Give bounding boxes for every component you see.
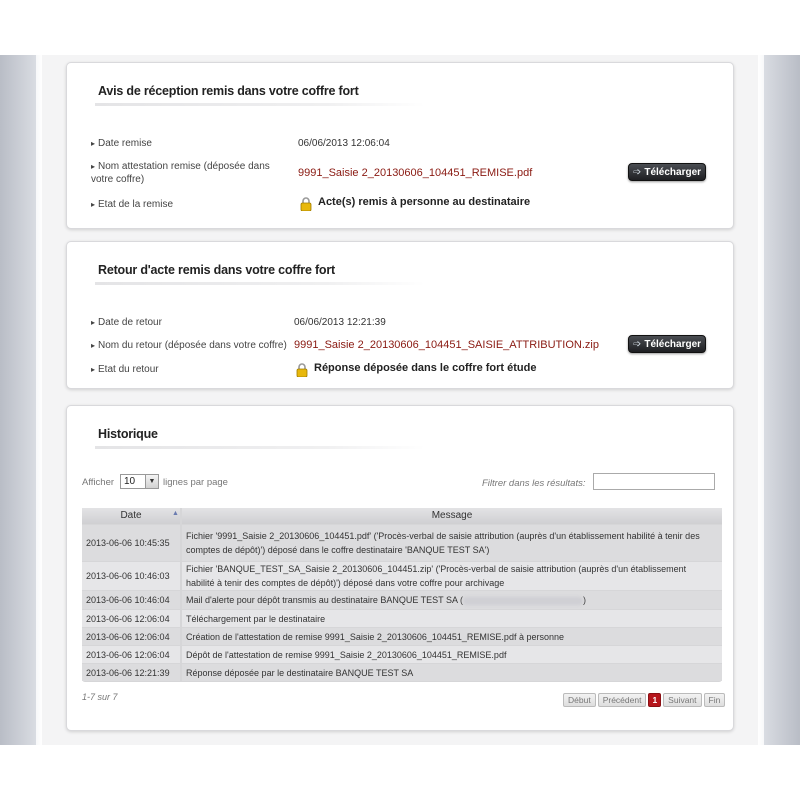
row-date: 2013-06-06 10:45:35 bbox=[82, 525, 180, 561]
retour-status-label: ▸ Etat du retour bbox=[91, 363, 159, 376]
column-header-message[interactable] bbox=[182, 508, 722, 524]
reception-title: Avis de réception remis dans votre coffre fort bbox=[98, 84, 359, 98]
pager-last[interactable]: Fin bbox=[704, 693, 726, 707]
retour-file-link[interactable]: 9991_Saisie 2_20130606_104451_SAISIE_ATTRIBUTION.zip bbox=[294, 339, 599, 351]
page-content bbox=[42, 55, 758, 745]
table-row bbox=[82, 562, 722, 590]
row-message-suffix: ) bbox=[463, 593, 586, 607]
show-label: Afficher bbox=[82, 477, 115, 488]
row-message-text: Fichier '9991_Saisie 2_20130606_104451.pdf' ('Procès-verbal de saisie attribution (auprès d'un établissement habilité à tenir des comptes de dépôt)') déposé dans le coffre destinataire 'BANQUE TEST SA') bbox=[186, 531, 700, 555]
per-page-label: lignes par page bbox=[163, 477, 228, 488]
retour-title: Retour d'acte remis dans votre coffre fort bbox=[98, 263, 335, 277]
sort-asc-icon: ▲ bbox=[172, 510, 179, 517]
redacted-email bbox=[463, 597, 583, 605]
table-row bbox=[82, 610, 722, 627]
row-date: 2013-06-06 12:21:39 bbox=[82, 664, 180, 681]
retour-name-label: ▸ Nom du retour (déposée dans votre coffre) bbox=[91, 339, 287, 352]
table-row bbox=[82, 525, 722, 561]
row-message-text: Réponse déposée par le destinataire BANQUE TEST SA bbox=[186, 667, 414, 678]
row-message bbox=[182, 562, 722, 590]
table-row bbox=[82, 646, 722, 663]
row-date: 2013-06-06 12:06:04 bbox=[82, 646, 180, 663]
download-icon: ➩ bbox=[632, 166, 642, 178]
title-underline bbox=[95, 446, 425, 449]
history-panel bbox=[66, 405, 734, 731]
reception-panel bbox=[66, 62, 734, 229]
row-date: 2013-06-06 12:06:04 bbox=[82, 610, 180, 627]
pager-first[interactable]: Début bbox=[563, 693, 596, 707]
row-message-text: Mail d'alerte pour dépôt transmis au destinataire BANQUE TEST SA ( bbox=[186, 595, 464, 605]
pagination bbox=[563, 693, 725, 707]
title-underline bbox=[95, 103, 425, 106]
column-header-date-label: Date bbox=[120, 510, 142, 521]
lock-icon bbox=[296, 363, 308, 377]
lock-icon bbox=[300, 197, 312, 211]
retour-date-value: 06/06/2013 12:21:39 bbox=[294, 317, 386, 328]
filter-label: Filtrer dans les résultats: bbox=[482, 478, 586, 489]
right-edge-bar bbox=[764, 55, 800, 745]
reception-status-label: ▸ Etat de la remise bbox=[91, 198, 173, 211]
row-date: 2013-06-06 10:46:04 bbox=[82, 591, 180, 609]
download-label: Télécharger bbox=[644, 338, 702, 350]
row-date: 2013-06-06 12:06:04 bbox=[82, 628, 180, 645]
reception-status-value: Acte(s) remis à personne au destinataire bbox=[318, 196, 531, 208]
left-edge-bar bbox=[0, 55, 36, 745]
row-message-text: Dépôt de l'attestation de remise 9991_Saisie 2_20130606_104451_REMISE.pdf bbox=[186, 649, 507, 660]
column-header-message-label: Message bbox=[431, 510, 473, 521]
table-row bbox=[82, 628, 722, 645]
table-row bbox=[82, 591, 722, 609]
row-date: 2013-06-06 10:46:03 bbox=[82, 562, 180, 590]
row-message-text: Fichier 'BANQUE_TEST_SA_Saisie 2_20130606_104451.zip' ('Procès-verbal de saisie attribution (auprès d'un établissement habilité à tenir des comptes de dépôt)') déposé dans votre coffre pour archivage bbox=[186, 564, 687, 588]
reception-name-label: ▸ Nom attestation remise (déposée dans votre coffre) bbox=[91, 160, 291, 186]
chevron-down-icon: ▼ bbox=[145, 475, 158, 488]
pager-next[interactable]: Suivant bbox=[663, 693, 701, 707]
page-size-select[interactable] bbox=[120, 474, 159, 489]
result-count: 1-7 sur 7 bbox=[82, 692, 118, 702]
title-underline bbox=[95, 282, 425, 285]
table-row bbox=[82, 664, 722, 681]
retour-status-value: Réponse déposée dans le coffre fort étude bbox=[314, 362, 537, 374]
pager-current[interactable]: 1 bbox=[648, 693, 661, 707]
retour-download-button[interactable] bbox=[628, 335, 706, 353]
history-table bbox=[82, 508, 722, 682]
row-message bbox=[182, 525, 722, 561]
pager-prev[interactable]: Précédent bbox=[598, 693, 647, 707]
page-size-value: 10 bbox=[124, 476, 136, 487]
row-message bbox=[182, 646, 722, 663]
history-title: Historique bbox=[98, 427, 158, 441]
reception-file-link[interactable]: 9991_Saisie 2_20130606_104451_REMISE.pdf bbox=[298, 167, 533, 179]
download-icon: ➩ bbox=[632, 338, 642, 350]
download-label: Télécharger bbox=[644, 166, 702, 178]
row-message bbox=[182, 610, 722, 627]
retour-panel bbox=[66, 241, 734, 389]
column-header-date[interactable] bbox=[82, 508, 180, 524]
filter-input[interactable] bbox=[593, 473, 715, 490]
reception-date-value: 06/06/2013 12:06:04 bbox=[298, 138, 390, 149]
row-message-text: Téléchargement par le destinataire bbox=[186, 613, 326, 624]
row-message bbox=[182, 628, 722, 645]
reception-date-label: ▸ Date remise bbox=[91, 137, 152, 150]
row-message bbox=[182, 591, 722, 609]
retour-date-label: ▸ Date de retour bbox=[91, 316, 162, 329]
row-message bbox=[182, 664, 722, 681]
row-message-text: Création de l'attestation de remise 9991_Saisie 2_20130606_104451_REMISE.pdf à personne bbox=[186, 631, 564, 642]
reception-download-button[interactable] bbox=[628, 163, 706, 181]
